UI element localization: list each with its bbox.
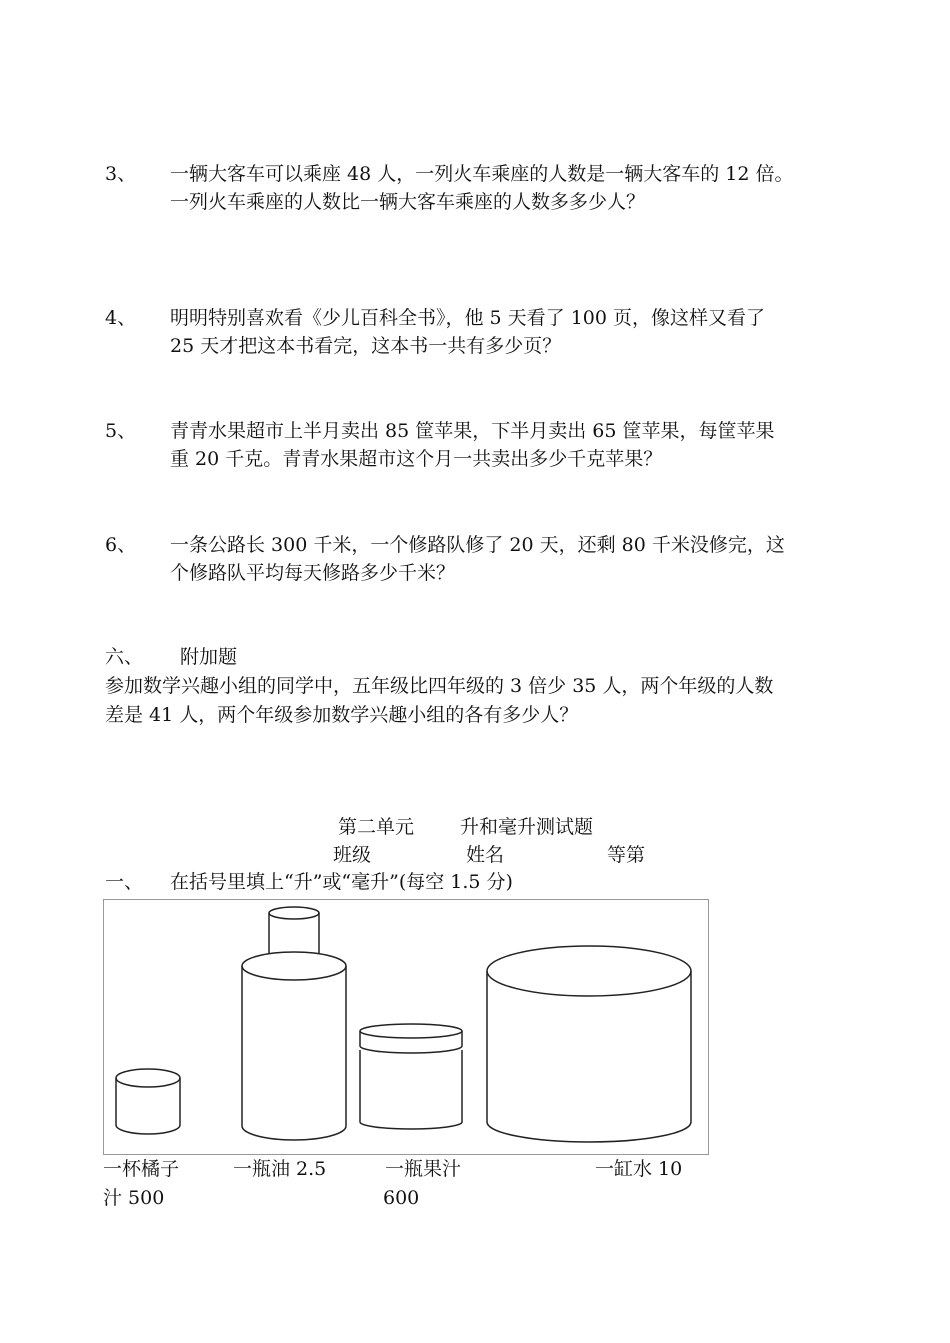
section-number: 六、 <box>105 646 144 668</box>
grade-label: 等第 <box>607 844 646 866</box>
caption-water: 一缸水 10 <box>595 1158 683 1180</box>
containers-figure <box>103 899 709 1155</box>
problem-text: 重 20 千克。青青水果超市这个月一共卖出多少千克苹果？ <box>170 448 663 470</box>
problem-number: 4、 <box>105 307 137 329</box>
cup-drawing <box>116 1069 180 1134</box>
unit-subtitle: 升和毫升测试题 <box>460 816 594 838</box>
problem-text: 25 天才把这本书看完，这本书一共有多少页？ <box>170 335 562 357</box>
problem-number: 5、 <box>105 420 137 442</box>
bonus-text: 参加数学兴趣小组的同学中，五年级比四年级的 3 倍少 35 人，两个年级的人数 <box>105 675 774 697</box>
caption-juice: 一瓶果汁 <box>385 1158 462 1180</box>
unit-title: 第二单元 <box>338 816 415 838</box>
juice-jar-drawing <box>360 1024 462 1129</box>
problem-text: 一辆大客车可以乘座 48 人，一列火车乘座的人数是一辆大客车的 12 倍。 <box>170 163 794 185</box>
oil-bottle-drawing <box>242 907 346 1140</box>
section-instruction: 在括号里填上“升”或“毫升”(每空 1.5 分) <box>170 871 513 893</box>
caption-orange-juice: 一杯橘子 <box>103 1158 180 1180</box>
problem-text: 一条公路长 300 千米，一个修路队修了 20 天，还剩 80 千米没修完，这 <box>170 534 785 556</box>
problem-number: 6、 <box>105 534 137 556</box>
bonus-text: 差是 41 人，两个年级参加数学兴趣小组的各有多少人？ <box>105 704 579 726</box>
name-label: 姓名 <box>466 844 505 866</box>
problem-number: 3、 <box>105 163 137 185</box>
caption-oil: 一瓶油 2.5 <box>233 1158 327 1180</box>
caption-orange-juice-amount: 汁 500 <box>103 1187 165 1209</box>
water-tank-drawing <box>487 946 691 1142</box>
section-title: 附加题 <box>180 646 238 668</box>
section-number: 一、 <box>105 871 144 893</box>
problem-text: 明明特别喜欢看《少儿百科全书》，他 5 天看了 100 页，像这样又看了 <box>170 307 766 329</box>
problem-text: 一列火车乘座的人数比一辆大客车乘座的人数多多少人？ <box>170 191 646 213</box>
caption-juice-amount: 600 <box>383 1187 420 1209</box>
class-label: 班级 <box>333 844 372 866</box>
problem-text: 青青水果超市上半月卖出 85 筐苹果，下半月卖出 65 筐苹果，每筐苹果 <box>170 420 775 442</box>
problem-text: 个修路队平均每天修路多少千米？ <box>170 562 456 584</box>
